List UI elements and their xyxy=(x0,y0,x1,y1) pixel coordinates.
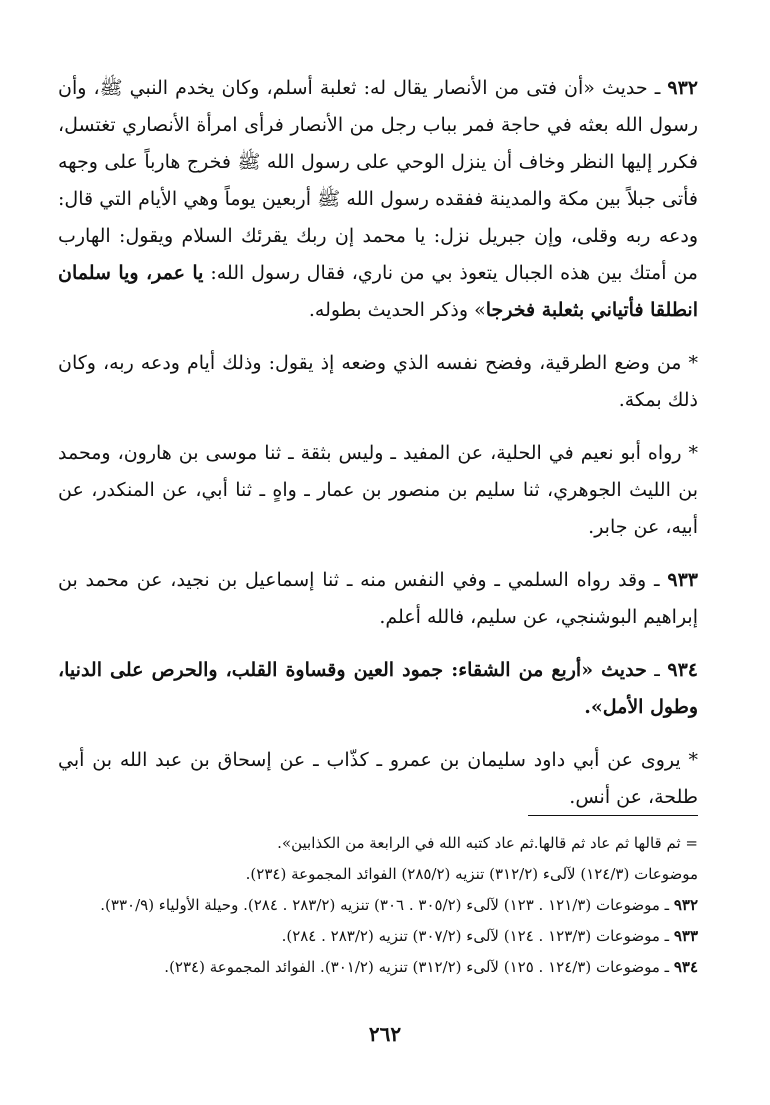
commentary-note: * يروى عن أبي داود سليمان بن عمرو ـ كذّاب ـ عن إسحاق بن عبد الله بن أبي طلحة، عن أنس. xyxy=(58,749,698,808)
commentary-note: * رواه أبو نعيم في الحلية، عن المفيد ـ وليس بثقة ـ ثنا موسى بن هارون، ومحمد بن الليث الجوهري، ثنا سليم بن منصور بن عمار ـ واهٍ ـ ثنا أبي، عن المنكدر، عن أبيه، عن جابر. xyxy=(58,442,698,538)
entry-bold-text: أربع من الشقاء: جمود العين وقساوة القلب، والحرص على الدنيا، وطول الأمل xyxy=(58,659,698,718)
entry-number: ٩٣٣ xyxy=(667,569,698,591)
footnote-divider xyxy=(528,815,698,816)
footnote-text: ـ موضوعات (١٢٣/٣ . ١٢٤) لآلىء (٣٠٧/٢) تنزيه (٢٨٣/٢ . ٢٨٤). xyxy=(281,927,674,945)
footnote-text: ـ موضوعات (١٢١/٣ . ١٢٣) لآلىء (٣٠٥/٢ . ٣٠٦) تنزيه (٢٨٣/٢ . ٢٨٤). وحيلة الأولياء (٣٣٠/٩). xyxy=(100,896,674,914)
footnote-number: ٩٣٢ xyxy=(673,896,698,914)
entry-text-end: » وذكر الحديث بطوله. xyxy=(308,299,486,321)
entry-dash: ـ xyxy=(647,77,668,99)
footnote-line: موضوعات (١٢٤/٣) لآلىء (٣١٢/٢) تنزيه (٢٨٥/٢) الفوائد المجموعة (٢٣٤). xyxy=(245,865,698,883)
entry-lead: حديث « xyxy=(581,659,647,681)
footnote-number: ٩٣٣ xyxy=(673,927,698,945)
page-number: ٢٦٢ xyxy=(368,1022,402,1046)
hadith-entry-934 xyxy=(58,652,698,726)
footnote-text: ـ موضوعات (١٢٤/٣ . ١٢٥) لآلىء (٣١٢/٢) تنزيه (٣٠١/٢). الفوائد المجموعة (٢٣٤). xyxy=(164,958,674,976)
footnote-number: ٩٣٤ xyxy=(673,958,698,976)
hadith-entry-932 xyxy=(58,70,698,329)
entry-text-end: ». xyxy=(584,696,603,718)
footnote-933 xyxy=(58,921,698,952)
entry-number: ٩٣٤ xyxy=(667,659,698,681)
footnote-932 xyxy=(58,890,698,921)
hadith-entry-933 xyxy=(58,562,698,636)
entry-dash: ـ xyxy=(646,659,668,681)
entry-bold-text: يا عمر، ويا سلمان انطلقا فأتياني بثعلبة فخرجا xyxy=(58,262,698,321)
entry-dash: ـ xyxy=(646,569,668,591)
footnotes xyxy=(58,815,698,983)
commentary-note: * من وضع الطرقية، وفضح نفسه الذي وضعه إذ يقول: وذلك أيام ودعه ربه، وكان ذلك بمكة. xyxy=(58,352,698,411)
main-text xyxy=(58,70,698,832)
entry-text: حديث «أن فتى من الأنصار يقال له: ثعلبة أسلم، وكان يخدم النبي ﷺ، وأن رسول الله بعثه في حاجة فمر بباب رجل من الأنصار فرأى امرأة الأنصاري تغتسل، فكرر إليها النظر وخاف أن ينزل الوحي على رسول الله ﷺ فخرج هارباً على وجهه فأتى جبلاً بين مكة والمدينة ففقده رسول الله ﷺ أربعين يوماً وهي الأيام التي قال: ودعه ربه وقلى، وإن جبريل نزل: يا محمد إن ربك يقرئك السلام ويقول: الهارب من أمتك بين هذه الجبال يتعوذ بي من ناري، فقال رسول الله: xyxy=(58,77,698,284)
entry-text: وقد رواه السلمي ـ وفي النفس منه ـ ثنا إسماعيل بن نجيد، عن محمد بن إبراهيم البوشنجي، عن سليم، فالله أعلم. xyxy=(58,569,698,628)
footnote-934 xyxy=(58,952,698,983)
footnote-line: = ثم قالها ثم عاد ثم قالها.ثم عاد كتبه الله في الرابعة من الكذابين». xyxy=(277,834,698,852)
entry-number: ٩٣٢ xyxy=(667,77,698,99)
